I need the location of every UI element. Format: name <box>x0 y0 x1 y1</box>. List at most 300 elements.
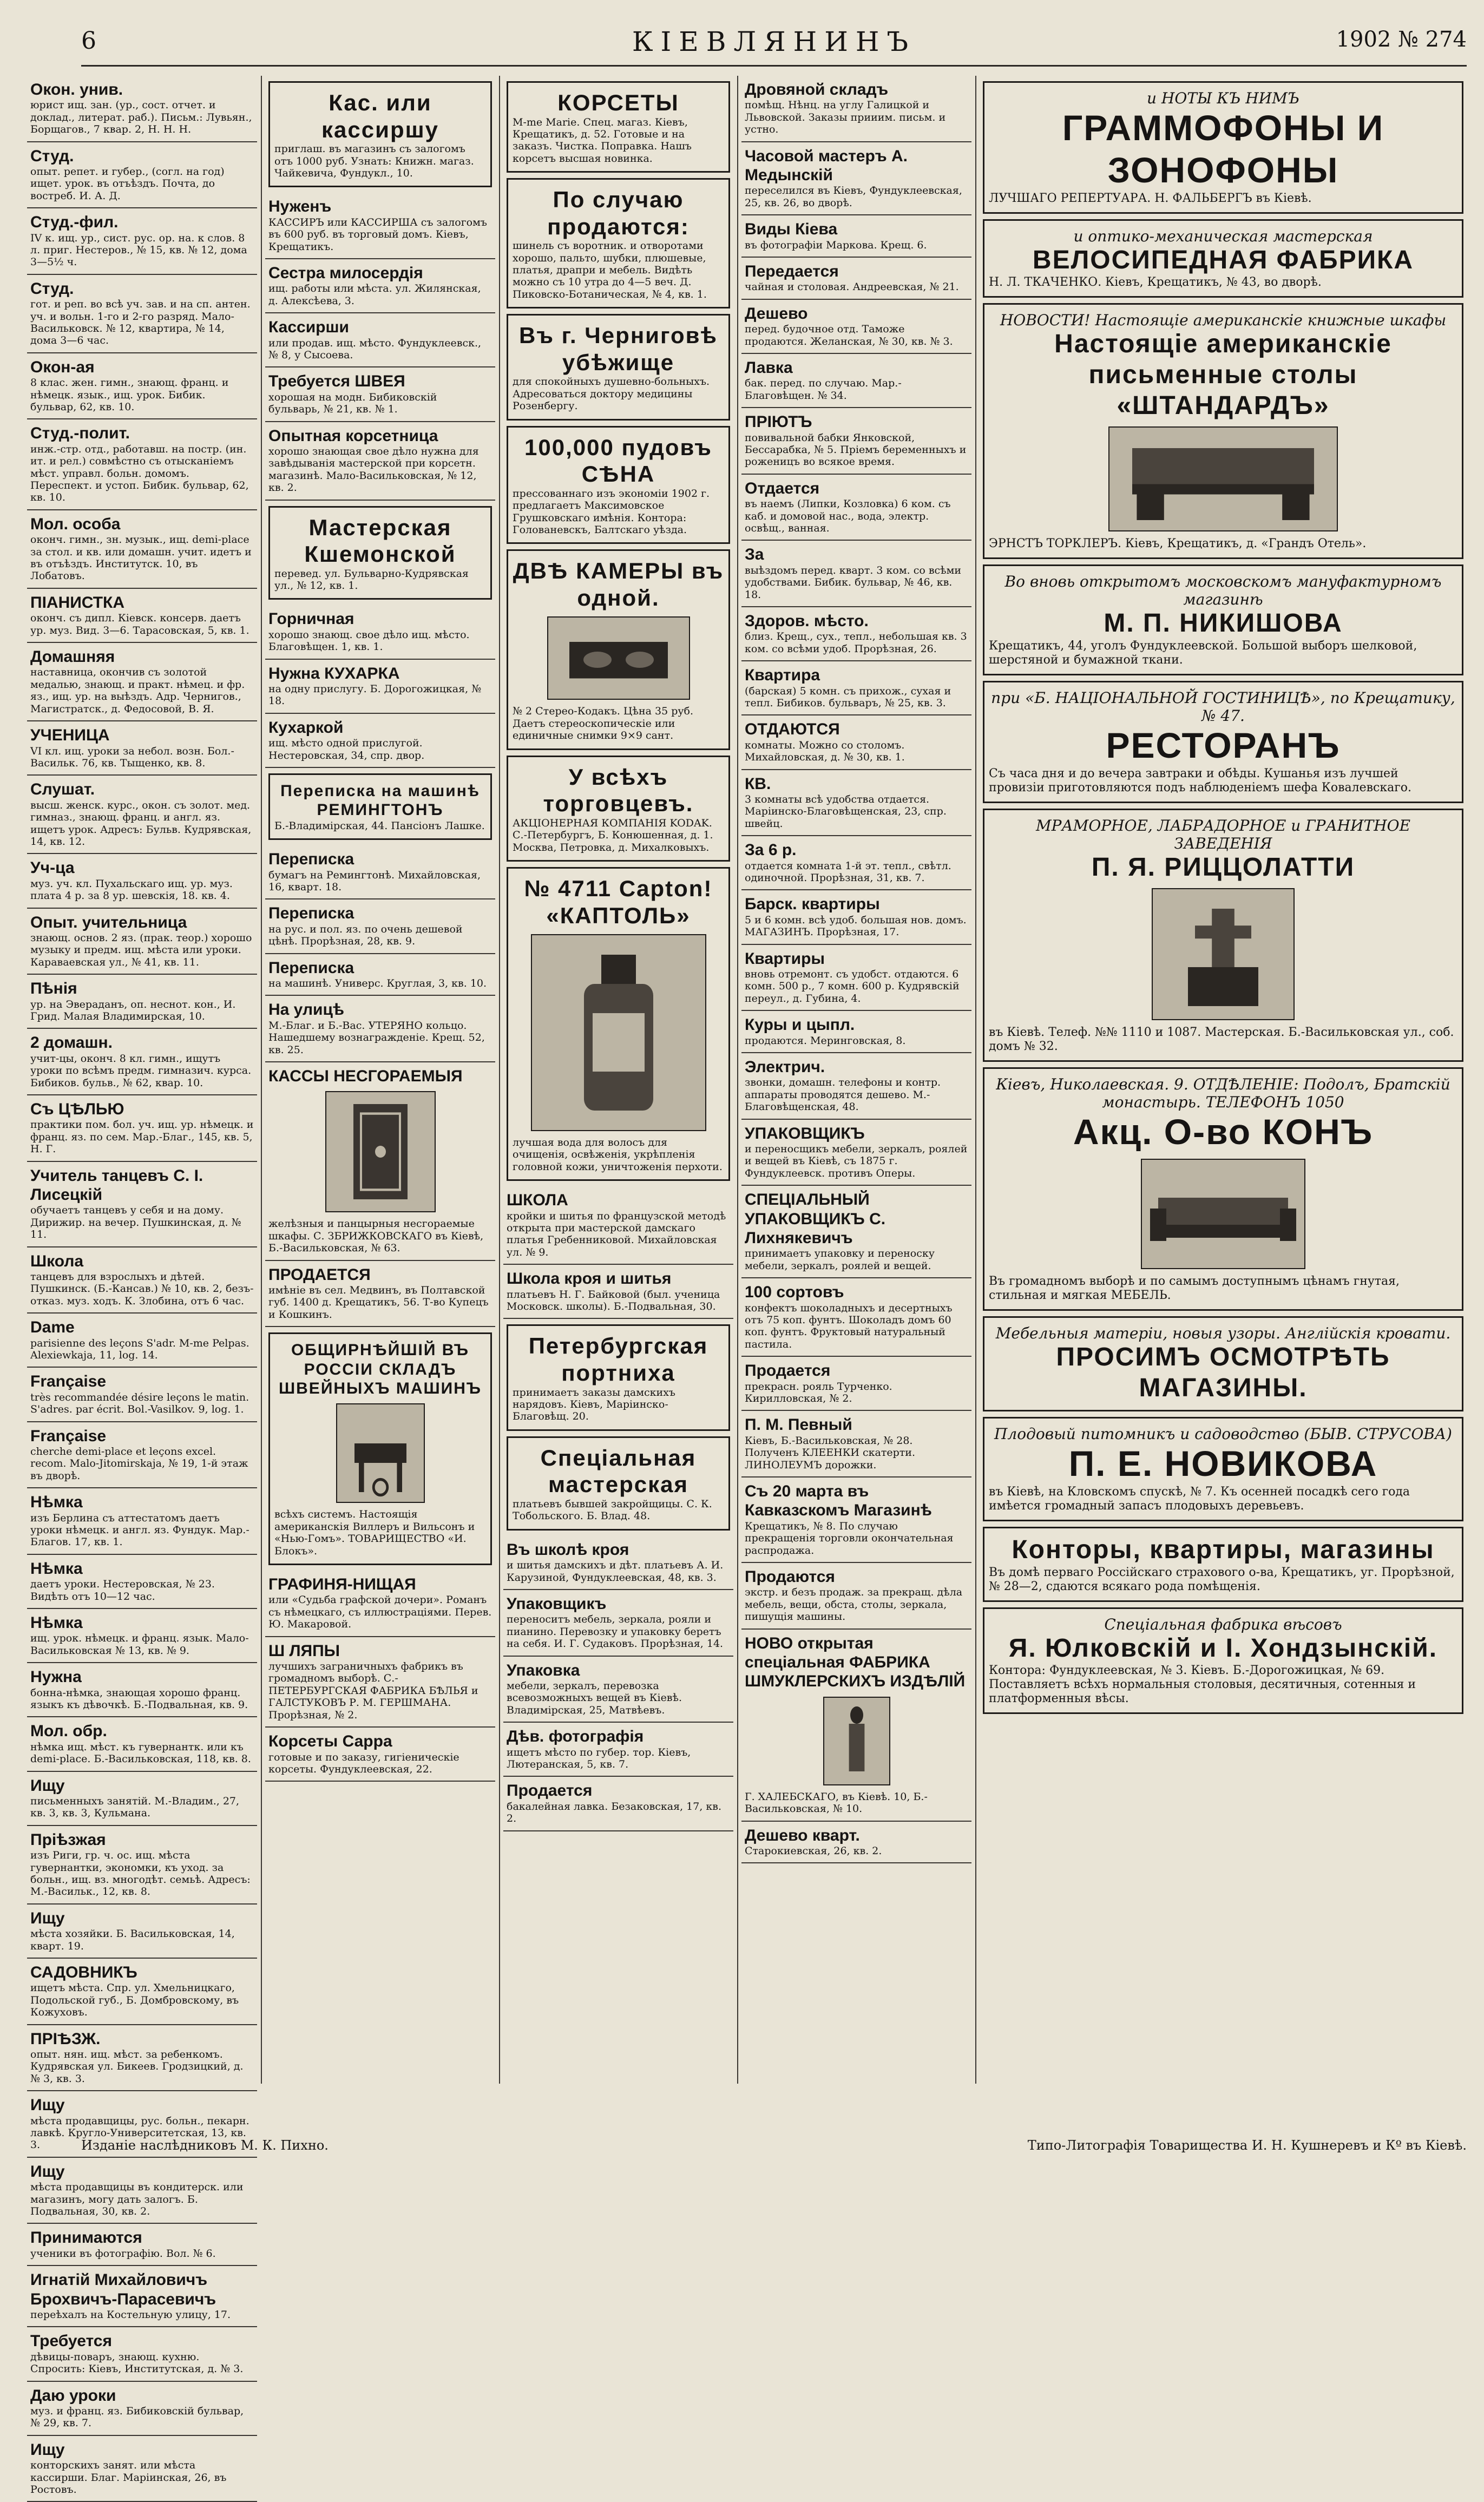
monument-illustration <box>1152 888 1295 1020</box>
advertisement <box>265 313 495 367</box>
advertisement <box>268 81 492 187</box>
ad-text: мебели, зеркалъ, перевозка всевозможныхъ вещей въ Кіевѣ. Владимірская, 25, Матвѣевъ. <box>507 1679 682 1716</box>
ad-heading: Ищу <box>30 2440 65 2459</box>
advertisement <box>27 510 257 589</box>
advertisement <box>741 890 971 944</box>
ad-heading: Студ. <box>30 147 74 165</box>
ad-text: опыт. репет. и губер., (согл. на год) ищет. урок. въ отъѣздъ. Почта, до востреб. И. А. Д. <box>30 166 225 202</box>
advertisement <box>741 1357 971 1411</box>
ad-text: муз. уч. кл. Пухальскаго ищ. ур. муз. плата 4 р. за 8 ур. шевскія, 18. кв. 4. <box>30 877 233 902</box>
column-rule <box>975 76 976 2084</box>
ad-text: выѣздомъ перед. кварт. 3 ком. со всѣми удобствами. Бибик. бульвар, № 46, кв. 18. <box>745 564 962 601</box>
ad-text: переселился въ Кіевъ, Фундуклеевская, 25, кв. 26, во дворѣ. <box>745 185 962 209</box>
advertisement <box>507 314 730 420</box>
ad-text: дѣвицы-поваръ, знающ. кухню. Спросить: Кіевъ, Институтская, д. № 3. <box>30 2350 244 2375</box>
sewing-illustration <box>336 1403 425 1503</box>
ad-text: Б.-Владимірская, 44. Пансіонъ Лашке. <box>274 819 485 832</box>
ad-text: Г. ХАЛЕБСКАГО, въ Кіевѣ. 10, Б.-Васильковская, № 10. <box>745 1790 928 1815</box>
page-number: 6 <box>81 27 96 55</box>
ad-heading: Передается <box>745 262 839 280</box>
ad-heading: Кухаркой <box>268 718 344 737</box>
ad-heading: Студ. <box>30 279 74 298</box>
advertisement <box>27 2327 257 2381</box>
ad-subheading: и оптико-механическая мастерская <box>1073 227 1373 245</box>
advertisement <box>741 142 971 216</box>
ad-text: и переносщикъ мебели, зеркалъ, роялей и вещей въ Кіевѣ, съ 1875 г. Фундуклеевск. противъ Оперы. <box>745 1143 968 1179</box>
advertisement <box>265 1062 495 1261</box>
advertisement <box>27 2266 257 2327</box>
ad-heading: РЕСТОРАНЪ <box>1106 725 1341 765</box>
ad-text: Въ домѣ перваго Россійскаго страхового о-ва, Крещатикъ, уг. Прорѣзной, № 28—2, сдаются всякаго рода помѣщенія. <box>989 1565 1455 1593</box>
ad-text: вновь отремонт. съ удобст. отдаются. 6 комн. 500 р., 7 комн. 600 р. Кудрявскій переул., д. Губина, 4. <box>745 968 960 1004</box>
ad-text: КАССИРЪ или КАССИРША съ залогомъ въ 600 руб. въ торговый домъ. Кіевъ, Крещатикъ. <box>268 216 487 253</box>
advertisement <box>265 259 495 313</box>
advertisement <box>27 1905 257 1959</box>
safe-drawing <box>326 1092 435 1211</box>
ad-heading: Куры и цыпл. <box>745 1016 855 1034</box>
ad-text: ищетъ мѣста. Спр. ул. Хмельницкаго, Подольской губ., Б. Домбровскому, въ Кожуховъ. <box>30 1982 239 2019</box>
ad-heading: ПРОСИМЪ ОСМОТРѢТЬ МАГАЗИНЫ. <box>1056 1343 1390 1402</box>
ad-heading: Акц. О-во КОНЪ <box>1073 1112 1374 1152</box>
advertisement <box>741 76 971 142</box>
advertisement <box>507 426 730 544</box>
advertisement <box>741 945 971 1012</box>
advertisement <box>983 303 1463 559</box>
advertisement <box>503 1657 733 1723</box>
ad-heading: Квартира <box>745 666 820 685</box>
ad-heading: Школа кроя и шитья <box>507 1270 672 1288</box>
ad-heading: У всѣхъ торговцевъ. <box>543 764 694 817</box>
ad-text: или «Судьба графской дочери». Романъ съ нѣмецкаго, съ иллюстраціями. Перев. Ю. Макаровой. <box>268 1594 492 1631</box>
advertisement <box>741 1120 971 1186</box>
column-2 <box>265 76 495 2084</box>
ad-text: муз. и франц. яз. Бибиковскій бульвар, № 29, кв. 7. <box>30 2405 244 2429</box>
ad-heading: Нужна <box>30 1668 82 1686</box>
ad-heading: Dame <box>30 1318 75 1337</box>
ad-text: шинель съ воротник. и отворотами хорошо, пальто, шубки, плюшевые, платья, драпри и мебель. Видѣть можно съ 10 утра до 4—5 веч. Д. Пиковско-Ботаническая, № 4, кв. 1. <box>513 240 707 300</box>
ad-text: хорошая на модн. Бибиковскій бульварь, № 21, кв. № 1. <box>268 391 437 416</box>
ad-heading: П. Я. РИЦЦОЛАТТИ <box>1091 852 1355 882</box>
ad-text: изъ Риги, гр. ч. ос. ищ. мѣста гувернантки, экономки, къ уход. за больн., ищ. вз. многодѣт. семьѣ. Адресъ: М.-Васильк., 12, кв. 8. <box>30 1849 251 1898</box>
ad-text: кройки и шитья по французской методѣ открыта при мастерской дамскаго платья Гребенниковой. Михайловская ул. № 9. <box>507 1210 726 1258</box>
advertisement <box>983 219 1463 298</box>
ad-heading: Опытная корсетница <box>268 426 438 445</box>
ad-text: для спокойныхъ душевно-больныхъ. Адресоваться доктору медицины Розенбергу. <box>513 376 710 412</box>
ad-heading: КАССЫ НЕСГОРАЕМЫЯ <box>268 1067 463 1086</box>
ad-heading: Лавка <box>745 359 793 377</box>
advertisement <box>983 1527 1463 1602</box>
ad-heading: Отдается <box>745 479 820 497</box>
ad-text: ЛУЧШАГО РЕПЕРТУАРА. Н. ФАЛЬБЕРГЪ въ Кіевѣ. <box>989 191 1312 205</box>
ad-heading: Ищу <box>30 1776 65 1795</box>
ad-heading: Переписка <box>268 850 354 869</box>
ad-heading: Въ г. Черниговѣ убѣжище <box>519 323 718 375</box>
advertisement <box>741 1011 971 1053</box>
advertisement <box>983 1417 1463 1521</box>
ad-heading: ПРІЮТЪ <box>745 413 812 431</box>
column-5 <box>980 76 1467 2084</box>
ad-heading: Квартиры <box>745 949 825 968</box>
ad-heading: НОВО открытая спеціальная ФАБРИКА ШМУКЛЕРСКИХЪ ИЗДѢЛІЙ <box>745 1634 966 1691</box>
ad-text: ищ. работы или мѣста. ул. Жилянская, д. Алексѣева, 3. <box>268 283 481 307</box>
ad-text: 5 и 6 комн. всѣ удоб. большая нов. домъ. МАГАЗИНЪ. Прорѣзная, 17. <box>745 914 967 938</box>
advertisement <box>27 1717 257 1771</box>
ad-heading: Продаются <box>745 1568 835 1586</box>
ad-text: Въ громадномъ выборѣ и по самымъ доступнымъ цѣнамъ гнутая, стильная и мягкая МЕБЕЛЬ. <box>989 1275 1400 1303</box>
advertisement <box>507 756 730 862</box>
ad-text: cherche demi-place et leçons excel. recom. Malo-Jitomirskaja, № 19, 1-й этаж въ дворѣ. <box>30 1445 248 1482</box>
ad-heading: Нуженъ <box>268 198 332 216</box>
ad-text: бонна-нѣмка, знающая хорошо франц. языкъ къ дѣвочкѣ. Б.-Подвальная, кв. 9. <box>30 1686 248 1711</box>
advertisement <box>27 208 257 275</box>
ad-heading: Спеціальная мастерская <box>540 1444 697 1498</box>
ad-text: въ Кіевѣ. Телеф. №№ 1110 и 1087. Мастерская. Б.-Васильковская ул., соб. домъ № 32. <box>989 1026 1454 1054</box>
ad-text: хорошо знающ. свое дѣло ищ. мѣсто. Благовѣщен. 1, кв. 1. <box>268 628 470 653</box>
ad-heading: Кас. или кассиршу <box>321 90 439 142</box>
ad-heading: 100,000 пудовъ СѢНА <box>524 434 712 487</box>
ad-text: VI кл. ищ. уроки за небол. возн. Бол.-Васильк. 76, кв. Тыщенко, кв. 8. <box>30 745 234 769</box>
advertisement <box>265 954 495 996</box>
ad-text: бак. перед. по случаю. Мар.-Благовѣщен. № 34. <box>745 377 902 402</box>
advertisement <box>265 996 495 1062</box>
ad-heading: Française <box>30 1427 107 1445</box>
ad-text: даетъ уроки. Нестеровская, № 23. Видѣть отъ 10—12 час. <box>30 1578 215 1603</box>
ad-text: мѣста хозяйки. Б. Васильковская, 14, кварт. 19. <box>30 1928 235 1952</box>
ad-subheading: Мебельныя матеріи, новыя узоры. Англійскія кровати. <box>995 1324 1451 1343</box>
ad-text: ур. на Эвераданъ, оп. неснот. кон., И. Грид. Малая Владимирская, 10. <box>30 998 236 1022</box>
ad-text: принимаетъ упаковку и переноску мебели, зеркалъ, роялей и вещей. <box>745 1247 935 1272</box>
ad-text: № 2 Стерео-Кодакъ. Цѣна 35 руб. Даетъ стереоскопическіе или единичные снимки 9×9 сант. <box>513 705 694 742</box>
ad-subheading: Кіевъ, Николаевская. 9. ОТДѢЛЕНІЕ: Подолъ, Братскій монастырь. ТЕЛЕФОНЪ 1050 <box>996 1075 1450 1112</box>
masthead <box>81 22 1467 67</box>
ad-heading: Мол. обр. <box>30 1722 107 1741</box>
ad-text: наставница, окончив съ золотой медалью, знающ. и практ. нѣмец. и фр. яз., ищ. ур. на выѣздъ. Адр. Чернигов., Магистратск., д. Федосовой, В. Я. <box>30 666 245 715</box>
advertisement <box>27 1162 257 1247</box>
ad-heading: М. П. НИКИШОВА <box>1104 609 1343 638</box>
ad-text: АКЦІОНЕРНАЯ КОМПАНІЯ KODAK. С.-Петербургъ, Б. Конюшенная, д. 1. Москва, Петровка, д. Михалковыхъ. <box>513 817 713 853</box>
advertisement <box>27 721 257 776</box>
advertisement <box>27 1555 257 1609</box>
ad-text: готовые и по заказу, гигіеническіе корсеты. Фундуклеевская, 22. <box>268 1751 459 1775</box>
ad-heading: Ищу <box>30 2096 65 2114</box>
ad-text: ЭРНСТЪ ТОРКЛЕРЪ. Кіевъ, Крещатикъ, д. «Грандъ Отель». <box>989 537 1367 551</box>
ad-heading: САДОВНИКЪ <box>30 1963 137 1982</box>
advertisement <box>741 715 971 770</box>
ad-heading: Студ.-полит. <box>30 424 130 443</box>
advertisement <box>27 1029 257 1095</box>
ad-heading: Я. Юлковскій и І. Хондзынскій. <box>1008 1633 1438 1663</box>
ad-text: мѣста продавщицы, рус. больн., пекарн. лавкѣ. Кругло-Университетская, 13, кв. 3. <box>30 2114 249 2151</box>
ad-text: бумагъ на Ремингтонѣ. Михайловская, 16, кварт. 18. <box>268 869 481 894</box>
ad-heading: Окон-ая <box>30 358 95 376</box>
ad-heading: Петербургская портниха <box>528 1333 708 1386</box>
ad-text: на рус. и пол. яз. по очень дешевой цѣнѣ. Прорѣзная, 28, кв. 9. <box>268 923 463 948</box>
advertisement <box>27 2224 257 2266</box>
ad-heading: Мол. особа <box>30 515 121 533</box>
ad-text: на машинѣ. Универс. Круглая, 3, кв. 10. <box>268 977 487 990</box>
advertisement <box>741 258 971 300</box>
ad-text: танцевъ для взрослыхъ и дѣтей. Пушкинск. (Б.-Кансав.) № 10, кв. 2, безъ-отказ. муз. ходъ. К. Злобина, отъ 6 час. <box>30 1270 254 1307</box>
tassel-drawing <box>824 1698 889 1784</box>
ad-heading: Требуется <box>30 2332 112 2350</box>
ad-heading: П. Е. НОВИКОВА <box>1068 1443 1378 1484</box>
ad-heading: ОБЩИРНѢЙШІЙ ВЪ РОССІИ СКЛАДЪ ШВЕЙНЫХЪ МАШИНЪ <box>279 1341 482 1398</box>
ad-text: мѣста продавщицы въ кондитерск. или магазинъ, могу дать залогъ. Б. Подвальная, 30, кв. 2. <box>30 2181 244 2218</box>
ad-text: въ наемъ (Липки, Козловка) 6 ком. съ каб. и домовой нас., вода, электр. освѣщ., ванная. <box>745 498 951 535</box>
ad-heading: ПРІѢЗЖ. <box>30 2030 101 2048</box>
ad-text: très recommandée désire leçons le matin. S'adres. par écrit. Bol.-Vasilkov. 9, log. 1. <box>30 1391 249 1416</box>
ad-text: 8 клас. жен. гимн., знающ. франц. и нѣмецк. язык., ищ. урок. Бибик. бульвар, 62, кв. 10. <box>30 377 229 413</box>
ad-text: имѣніе въ сел. Медвинъ, въ Полтавской губ. 1400 д. Крещатикъ, 56. Т-во Купецъ и Кошкинъ. <box>268 1284 489 1321</box>
ad-text: Съ часа дня и до вечера завтраки и обѣды. Кушанья изъ лучшей провизіи приготовляются подъ наблюденіемъ шефа Ковалевскаго. <box>989 766 1411 794</box>
advertisement <box>265 605 495 659</box>
advertisement <box>983 681 1463 803</box>
desk-illustration <box>1108 426 1338 531</box>
ad-text: M-me Marie. Спец. магаз. Кіевъ, Крещатикъ, д. 52. Готовые и на заказъ. Чистка. Поправка. Нашъ корсетъ высшая новинка. <box>513 116 692 165</box>
ad-text: Крещатикъ, 44, уголъ Фундуклеевской. Большой выборъ шелковой, шерстяной и бумажной ткани. <box>989 639 1417 667</box>
ad-heading: Переписка <box>268 958 354 977</box>
ad-heading: Здоров. мѣсто. <box>745 612 869 631</box>
advertisement <box>265 845 495 899</box>
advertisement <box>503 1723 733 1777</box>
column-3 <box>503 76 733 2084</box>
ad-heading: Пѣнія <box>30 980 77 998</box>
ad-text: письменныхъ занятій. М.-Владим., 27, кв. 3, кв. 3, Кульмана. <box>30 1795 240 1820</box>
ad-heading: 100 сортовъ <box>745 1283 844 1302</box>
advertisement <box>268 1332 492 1565</box>
advertisement <box>265 1637 495 1728</box>
ad-heading: Нѣмка <box>30 1559 83 1578</box>
ad-heading: Дѣв. фотографія <box>507 1728 644 1746</box>
advertisement <box>265 367 495 422</box>
sofa-illustration <box>1141 1159 1305 1269</box>
ad-heading: Опыт. учительница <box>30 913 187 931</box>
ad-heading: Барск. квартиры <box>745 895 880 914</box>
advertisement <box>27 2382 257 2436</box>
advertisement <box>741 215 971 258</box>
ad-text: ученики въ фотографію. Вол. № 6. <box>30 2247 216 2260</box>
ad-heading: ВЕЛОСИПЕДНАЯ ФАБРИКА <box>1032 245 1414 274</box>
ad-text: 3 комнаты всѣ удобства отдается. Маріинско-Благовѣщенская, 23, спр. швейц. <box>745 793 947 830</box>
advertisement <box>983 1067 1463 1311</box>
advertisement <box>265 1728 495 1782</box>
ad-heading: Упаковка <box>507 1661 580 1679</box>
advertisement <box>741 836 971 890</box>
ad-heading: Конторы, квартиры, магазины <box>1012 1535 1435 1565</box>
ad-heading: Прiѣзжая <box>30 1830 106 1849</box>
ad-heading: ДВѢ КАМЕРЫ въ одной. <box>513 558 724 610</box>
advertisement <box>265 899 495 954</box>
ad-text: прессованнаго изъ экономіи 1902 г. предлагаетъ Максимовское Грушковскаго имѣнія. Контора: Голованевскъ, Балтскаго уѣзда. <box>513 487 710 536</box>
ad-text: перед. будочное отд. Таможе продаются. Желанская, № 30, кв. № 3. <box>745 323 953 347</box>
advertisement <box>507 178 730 308</box>
ad-text: платьевъ бывшей закройщицы. С. К. Тобольского. Б. Влад. 48. <box>513 1498 712 1522</box>
ad-text: конфектъ шоколадныхъ и десертныхъ отъ 75 коп. фунтъ. Шоколадъ домъ 60 коп. фунтъ. Фруктовый натуральный пастила. <box>745 1302 953 1350</box>
advertisement <box>27 975 257 1029</box>
ad-text: конторскихъ занят. или мѣста кассирши. Благ. Маріинская, 26, въ Ростовъ. <box>30 2459 227 2496</box>
ad-text: на одну прислугу. Б. Дорогожицкая, № 18. <box>268 683 482 707</box>
ad-text: Контора: Фундуклеевская, № 3. Кіевъ. Б.-Дорогожицкая, № 69. Поставляетъ всѣхъ нормальныя столовыя, десятичныя, сотенныя и платформенныя вѣсы. <box>989 1664 1416 1706</box>
ad-heading: Съ 20 марта въ Кавказскомъ Магазинѣ <box>745 1482 932 1520</box>
advertisement <box>268 773 492 840</box>
advertisement <box>27 1095 257 1162</box>
ad-text: лучшая вода для волосъ для очищенія, освѣженія, укрѣпленія головной кожи, уничтоженія перхоти. <box>513 1137 723 1173</box>
ad-text: М.-Благ. и Б.-Вас. УТЕРЯНО кольцо. Нашедшему вознагражденіе. Крещ. 52, кв. 25. <box>268 1019 485 1056</box>
advertisement <box>503 1186 733 1265</box>
advertisement <box>265 1261 495 1328</box>
advertisement <box>27 2436 257 2502</box>
advertisement <box>27 275 257 353</box>
ad-heading: Продается <box>507 1782 593 1800</box>
ad-text: чайная и столовая. Андреевская, № 21. <box>745 281 959 293</box>
ad-heading: Корсеты Сарра <box>268 1732 392 1751</box>
advertisement <box>507 549 730 750</box>
ad-text: бакалейная лавка. Безаковская, 17, кв. 2. <box>507 1800 722 1825</box>
bottle-illustration <box>531 934 706 1131</box>
advertisement <box>27 1826 257 1905</box>
ad-heading: За 6 р. <box>745 841 797 859</box>
ad-heading: КВ. <box>745 774 771 793</box>
advertisement <box>741 1822 971 1864</box>
ad-text: продаются. Меринговская, 8. <box>745 1034 906 1047</box>
advertisement <box>741 300 971 354</box>
advertisement <box>27 76 257 142</box>
ad-heading: ГРАФИНЯ-НИЩАЯ <box>268 1575 416 1594</box>
ad-text: Крещатикъ, № 8. По случаю прекращенія торговли окончательная распродажа. <box>745 1520 954 1557</box>
advertisement <box>983 1607 1463 1715</box>
ad-heading: Настоящіе американскіе письменные столы «ШТАНДАРДЪ» <box>1054 330 1392 420</box>
ad-text: оконч. гимн., зн. музык., ищ. demi-place за стол. и кв. или домашн. учит. идетъ и въ отъѣздъ. Институтск. 10, въ Лобатовъ. <box>30 534 252 582</box>
ad-heading: 2 домашн. <box>30 1034 113 1052</box>
ad-text: опыт. нян. ищ. мѣст. за ребенкомъ. Кудрявская ул. Бикеев. Гродзицкий, д. № 3, кв. 3. <box>30 2048 244 2085</box>
ad-heading: ОТДАЮТСЯ <box>745 720 840 739</box>
ad-text: всѣхъ системъ. Настоящія американскія Виллеръ и Вильсонъ и «Нью-Гомъ». ТОВАРИЩЕСТВО «И. Блокъ». <box>274 1508 475 1557</box>
ad-heading: Окон. унив. <box>30 81 123 98</box>
ad-text: parisienne des leçons S'adr. M-me Pelpas. Alexiewkaja, 11, log. 14. <box>30 1337 249 1361</box>
advertisement <box>27 1663 257 1717</box>
ad-heading: Съ ЦѢЛЬЮ <box>30 1100 124 1118</box>
ad-heading: Учитель танцевъ С. І. Лисецкій <box>30 1166 203 1204</box>
ad-heading: П. М. Певный <box>745 1416 852 1434</box>
advertisement <box>741 1411 971 1477</box>
column-rule <box>499 76 500 2084</box>
ad-heading: Часовой мастеръ А. Медынскій <box>745 147 908 184</box>
ad-subheading: МРАМОРНОЕ, ЛАБРАДОРНОЕ и ГРАНИТНОЕ ЗАВЕДЕНІЯ <box>1035 816 1411 852</box>
ad-heading: За <box>745 546 764 564</box>
tassel-illustration <box>823 1697 890 1785</box>
ad-text: экстр. и безъ продаж. за прекращ. дѣла мебель, вещи, обста, столы, зеркала, пишущія машины. <box>745 1586 963 1623</box>
ad-heading: Нѣмка <box>30 1493 83 1512</box>
ad-text: изъ Берлина съ аттестатомъ даетъ уроки нѣмецк. и англ. яз. Фундук. Мар.-Благов. 17, кв. 1. <box>30 1512 249 1548</box>
ad-heading: Сестра милосердія <box>268 264 423 282</box>
advertisement <box>27 854 257 908</box>
advertisement <box>27 1609 257 1663</box>
ad-heading: Ищу <box>30 2162 65 2181</box>
ad-heading: Требуется ШВЕЯ <box>268 372 405 391</box>
ad-heading: Въ школѣ кроя <box>507 1540 629 1559</box>
advertisement <box>741 354 971 408</box>
ad-text: IV к. ищ. ур., сист. рус. ор. на. к слов. 8 л. приг. Нестеров., № 15, кв. № 12, дома 3—5½ ч. <box>30 232 247 268</box>
ad-subheading: при «Б. НАЦІОНАЛЬНОЙ ГОСТИНИЦѢ», по Крещатику, № 47. <box>991 688 1455 725</box>
ad-text: лучшихъ заграничныхъ фабрикъ въ громадномъ выборѣ. С.-ПЕТЕРБУРГСКАЯ ФАБРИКА БѢЛЬЯ и ГАЛСТУКОВЪ Р. М. ГЕРШМАНА. Прорѣзная, № 2. <box>268 1660 478 1721</box>
ad-text: переѣхалъ на Костельную улицу, 17. <box>30 2309 231 2321</box>
ad-text: или продав. ищ. мѣсто. Фундуклеевск., № 8, у Сысоева. <box>268 337 482 361</box>
advertisement <box>741 1477 971 1563</box>
ad-heading: УПАКОВЩИКЪ <box>745 1124 865 1142</box>
advertisement <box>27 1488 257 1555</box>
advertisement <box>507 81 730 173</box>
advertisement <box>507 1324 730 1430</box>
ad-text: юрист ищ. зан. (ур., сост. отчет. и доклад., литерат. раб.). Письм.: Лувьян., Борщагов., 7 квар. 2, Н. Н. Н. <box>30 99 252 136</box>
ad-heading: КОРСЕТЫ <box>557 90 679 115</box>
advertisement <box>27 1959 257 2025</box>
ad-heading: Упаковщикъ <box>507 1594 607 1613</box>
safe-illustration <box>325 1091 436 1212</box>
ad-heading: Уч-ца <box>30 859 75 877</box>
ad-subheading: Спеціальная фабрика вѣсовъ <box>1104 1615 1342 1633</box>
ad-heading: Дешево кварт. <box>745 1826 860 1844</box>
advertisement <box>507 1436 730 1531</box>
advertisement <box>741 1053 971 1120</box>
ad-text: въ Кіевѣ, на Кловскомъ спускѣ, № 7. Къ осенней посадкѣ сего года имѣется громадный запасъ плодовыхъ деревьевъ. <box>989 1485 1410 1513</box>
ad-subheading: Плодовый питомникъ и садоводство (БЫВ. СТРУСОВА) <box>994 1425 1452 1443</box>
advertisement <box>503 1590 733 1657</box>
ad-heading: Продается <box>745 1362 831 1380</box>
advertisement <box>27 1247 257 1314</box>
advertisement <box>983 81 1463 214</box>
ad-heading: Горничная <box>268 610 354 628</box>
advertisement <box>741 475 971 541</box>
ad-text: (барская) 5 комн. съ прихож., сухая и тепл. Бибиков. бульваръ, № 25, кв. 3. <box>745 685 951 710</box>
advertisement <box>741 1563 971 1630</box>
advertisement <box>27 1422 257 1489</box>
ad-text: высш. женск. курс., окон. съ золот. мед. гимназ., знающ. франц. и англ. яз. ищетъ урок. Адресъ: Бульв. Кудрявская, 14, кв. 12. <box>30 799 252 848</box>
advertisement <box>741 541 971 607</box>
ad-heading: СПЕЦІАЛЬНЫЙ УПАКОВЩИКЪ С. Лихнякевичъ <box>745 1191 886 1247</box>
ad-text: переноситъ мебель, зеркала, рояли и пианино. Перевозку и упаковку беретъ на себя. И. Г. Судаковъ. Прорѣзная, 14. <box>507 1613 724 1650</box>
ad-heading: ШКОЛА <box>507 1191 568 1210</box>
advertisement <box>265 1571 495 1637</box>
ad-heading: На улицѣ <box>268 1001 344 1019</box>
ad-heading: Нѣмка <box>30 1614 83 1632</box>
advertisement <box>503 1777 733 1831</box>
ad-text: оконч. съ дипл. Кіевск. консерв. даетъ ур. муз. Вид. 3—6. Тарасовская, 5, кв. 1. <box>30 612 249 636</box>
ad-heading: ГРАММОФОНЫ И ЗОНОФОНЫ <box>1062 108 1384 190</box>
column-rule <box>261 76 262 2084</box>
camera-drawing <box>548 618 689 699</box>
advertisement <box>507 867 730 1181</box>
advertisement <box>27 1314 257 1368</box>
advertisement <box>741 1630 971 1822</box>
ad-text: прекрасн. рояль Турченко. Кирилловская, № 2. <box>745 1380 892 1405</box>
ad-text: комнаты. Можно со столомъ. Михайловская, д. № 30, кв. 1. <box>745 739 905 764</box>
ad-heading: ПІАНИСТКА <box>30 593 125 612</box>
column-4 <box>741 76 971 2084</box>
advertisement <box>983 1316 1463 1411</box>
ad-heading: Дешево <box>745 304 808 323</box>
advertisement <box>27 1772 257 1826</box>
advertisement <box>503 1265 733 1319</box>
ad-text: ищ. мѣсто одной прислугой. Нестеровская, 34, спр. двор. <box>268 737 425 761</box>
advertisement <box>27 353 257 420</box>
ad-text: ищетъ мѣсто по губер. тор. Кіевъ, Лютеранская, 5, кв. 7. <box>507 1746 691 1770</box>
ad-text: хорошо знающая свое дѣло нужна для завѣдыванія мастерской при корсетн. магазинѣ. Мало-Васильковская, № 12, кв. 2. <box>268 445 479 494</box>
advertisement <box>27 909 257 975</box>
ad-text: ищ. урок. нѣмецк. и франц. язык. Мало-Васильковская № 13, кв. № 9. <box>30 1632 249 1657</box>
ad-text: гот. и реп. во всѣ уч. зав. и на сп. антен. уч. и вольн. 1-го и 2-го разряд. Мало-Васильковск. № 12, квартира, № 14, дома 3—6 час. <box>30 298 251 347</box>
ad-heading: Виды Кіева <box>745 220 838 239</box>
ad-text: повивальной бабки Янковской, Бессарабка, № 5. Пріемъ беременныхъ и роженицъ во всякое время. <box>745 431 967 468</box>
